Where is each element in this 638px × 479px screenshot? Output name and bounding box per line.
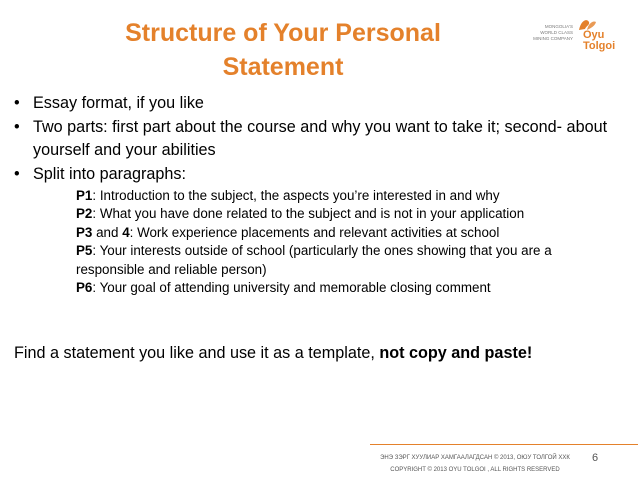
- page-number: 6: [592, 452, 599, 464]
- logo-brand: [583, 30, 615, 52]
- bullet-item: [14, 92, 624, 115]
- title-line-1: Structure of Your Personal: [125, 19, 441, 47]
- paragraph-item: [76, 224, 612, 242]
- slide-footer: [0, 444, 638, 479]
- paragraph-item: [76, 187, 612, 205]
- slide-title: [88, 16, 478, 84]
- paragraph-item: [76, 205, 612, 223]
- bullet-text: Split into paragraphs:: [33, 165, 186, 183]
- logo-brand-line-2: Tolgoi: [583, 40, 616, 52]
- footer-copyright: [370, 452, 580, 476]
- footer-line-1: ЭНЭ ЗЭРГ ХУУЛИАР ХАМГААЛАГДСАН © 2013, ОЮУ ТОЛГОЙ ХХК: [380, 455, 570, 461]
- bullet-glyph: •: [14, 94, 20, 112]
- logo-caption-line-3: MINING COMPANY: [533, 36, 573, 41]
- paragraph-text: : Your interests outside of school (particularly the ones showing that you are a responsible and reliable person): [76, 243, 552, 277]
- paragraph-label: P3: [76, 224, 93, 240]
- paragraph-item: [76, 242, 612, 279]
- bullet-item: [14, 116, 624, 162]
- footer-line-2: COPYRIGHT © 2013 OYU TOLGOI , ALL RIGHTS RESERVED: [390, 467, 560, 473]
- logo-caption: [525, 24, 573, 42]
- paragraph-text: : What you have done related to the subject and is not in your application: [92, 206, 525, 222]
- bullet-glyph: •: [14, 165, 20, 183]
- paragraph-label: P1: [76, 188, 93, 203]
- bullet-text: Essay format, if you like: [33, 94, 204, 112]
- company-logo: [525, 12, 625, 58]
- logo-caption-line-2: WORLD CLASS: [540, 30, 573, 35]
- paragraph-text: : Your goal of attending university and memorable closing comment: [92, 280, 491, 296]
- paragraph-label: P5: [76, 243, 93, 259]
- paragraph-label-2: 4: [122, 224, 130, 240]
- closing-emphasis: not copy and paste!: [379, 344, 533, 362]
- bullet-glyph: •: [14, 118, 20, 136]
- closing-statement: [14, 341, 604, 365]
- paragraph-text: : Introduction to the subject, the aspects you’re interested in and why: [92, 188, 500, 203]
- paragraph-text: : Work experience placements and relevant activities at school: [129, 224, 500, 240]
- paragraph-label: P2: [76, 206, 93, 222]
- paragraph-label: P6: [76, 280, 93, 296]
- bullet-text: Two parts: first part about the course and why you want to take it; second- about yourself and your abilities: [33, 118, 608, 159]
- closing-text: Find a statement you like and use it as a template,: [14, 344, 380, 362]
- slide-body: [14, 92, 624, 297]
- title-line-2: Statement: [222, 53, 344, 81]
- bullet-item: [14, 163, 624, 186]
- paragraph-connector: and: [92, 224, 123, 240]
- logo-brand-line-1: Oyu: [583, 29, 605, 41]
- paragraph-list: [76, 187, 612, 297]
- logo-caption-line-1: MONGOLIA'S: [544, 24, 573, 29]
- paragraph-item: [76, 279, 612, 297]
- footer-divider: [370, 444, 638, 445]
